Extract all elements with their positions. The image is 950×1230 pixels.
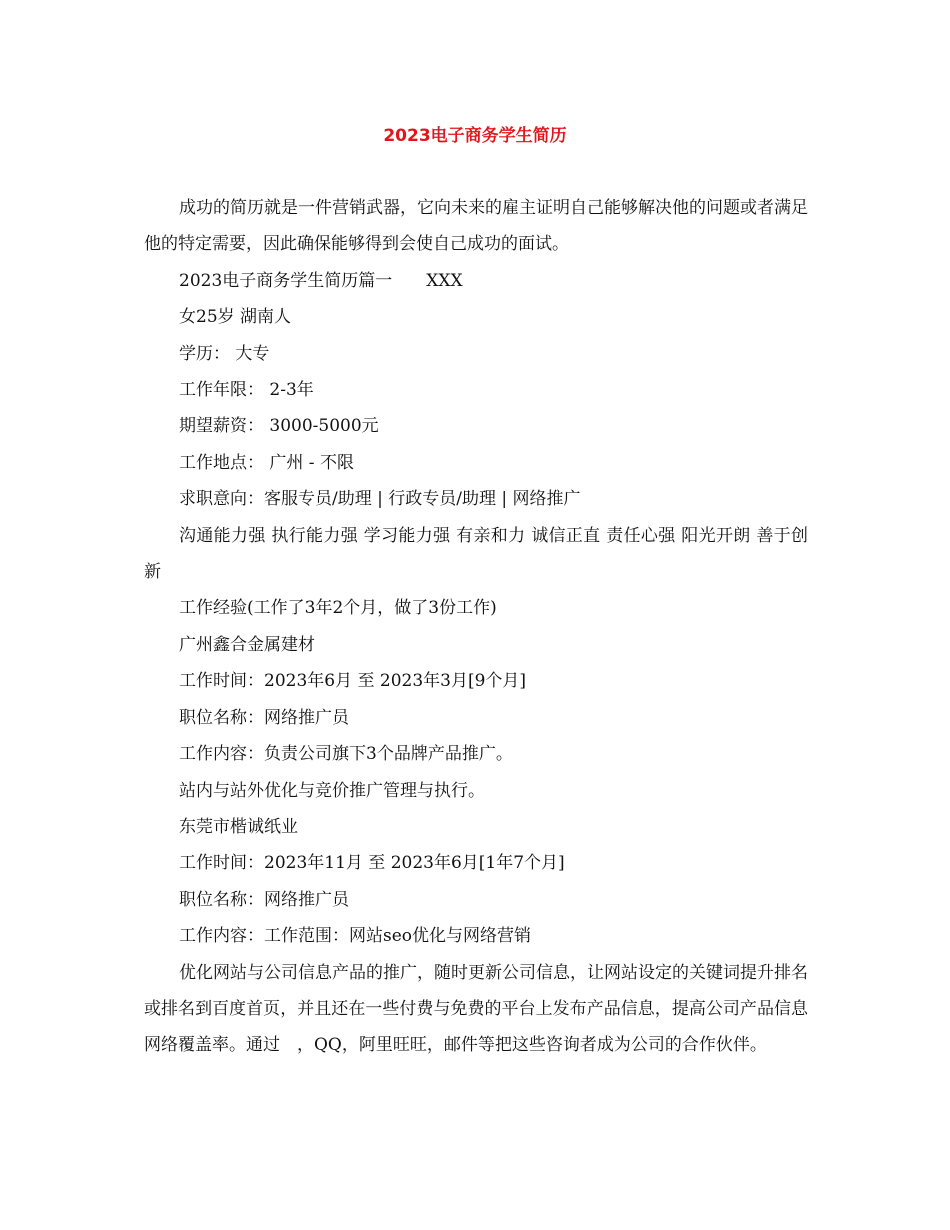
resume-heading: 2023电子商务学生简历篇一 XXX [179,270,463,291]
work-detail-1: 站内与站外优化与竞价推广管理与执行。 [179,780,485,801]
work-detail-2: 优化网站与公司信息产品的推广，随时更新公司信息，让网站设定的关键词提升排名或排名到百度首页，并且还在一些付费与免费的平台上发布产品信息，提高公司产品信息网络覆盖率。通过 ，QQ，阿里旺旺，邮件等把这些咨询者成为公司的合作伙伴。 [144,962,808,1056]
document-title: 2023电子商务学生简历 [383,126,567,146]
position-title-1: 职位名称：网络推广员 [179,707,349,728]
job-intention-line: 求职意向：客服专员/助理 | 行政专员/助理 | 网络推广 [179,489,581,510]
education-line: 学历： 大专 [179,343,270,364]
company-name-2: 东莞市楷诚纸业 [179,816,298,837]
position-title-2: 职位名称：网络推广员 [179,889,349,910]
company-name-1: 广州鑫合金属建材 [179,634,315,655]
work-content-1: 工作内容：负责公司旗下3个品牌产品推广。 [179,744,513,765]
document-body [144,190,808,1064]
work-content-2: 工作内容：工作范围：网站seo优化与网络营销 [179,926,532,947]
skills-paragraph: 沟通能力强 执行能力强 学习能力强 有亲和力 诚信正直 责任心强 阳光开朗 善于创新 [144,525,808,583]
work-experience-heading: 工作经验(工作了3年2个月，做了3份工作) [179,598,497,619]
work-years-line: 工作年限： 2-3年 [179,380,314,401]
work-location-line: 工作地点： 广州 - 不限 [179,452,354,473]
work-period-2: 工作时间：2023年11月 至 2023年6月[1年7个月] [179,853,565,874]
basic-info: 女25岁 湖南人 [179,307,292,328]
intro-paragraph: 成功的简历就是一件营销武器，它向未来的雇主证明自己能够解决他的问题或者满足他的特定需要，因此确保能够得到会使自己成功的面试。 [144,198,808,255]
expected-salary-line: 期望薪资： 3000-5000元 [179,416,379,437]
work-period-1: 工作时间：2023年6月 至 2023年3月[9个月] [179,671,527,692]
